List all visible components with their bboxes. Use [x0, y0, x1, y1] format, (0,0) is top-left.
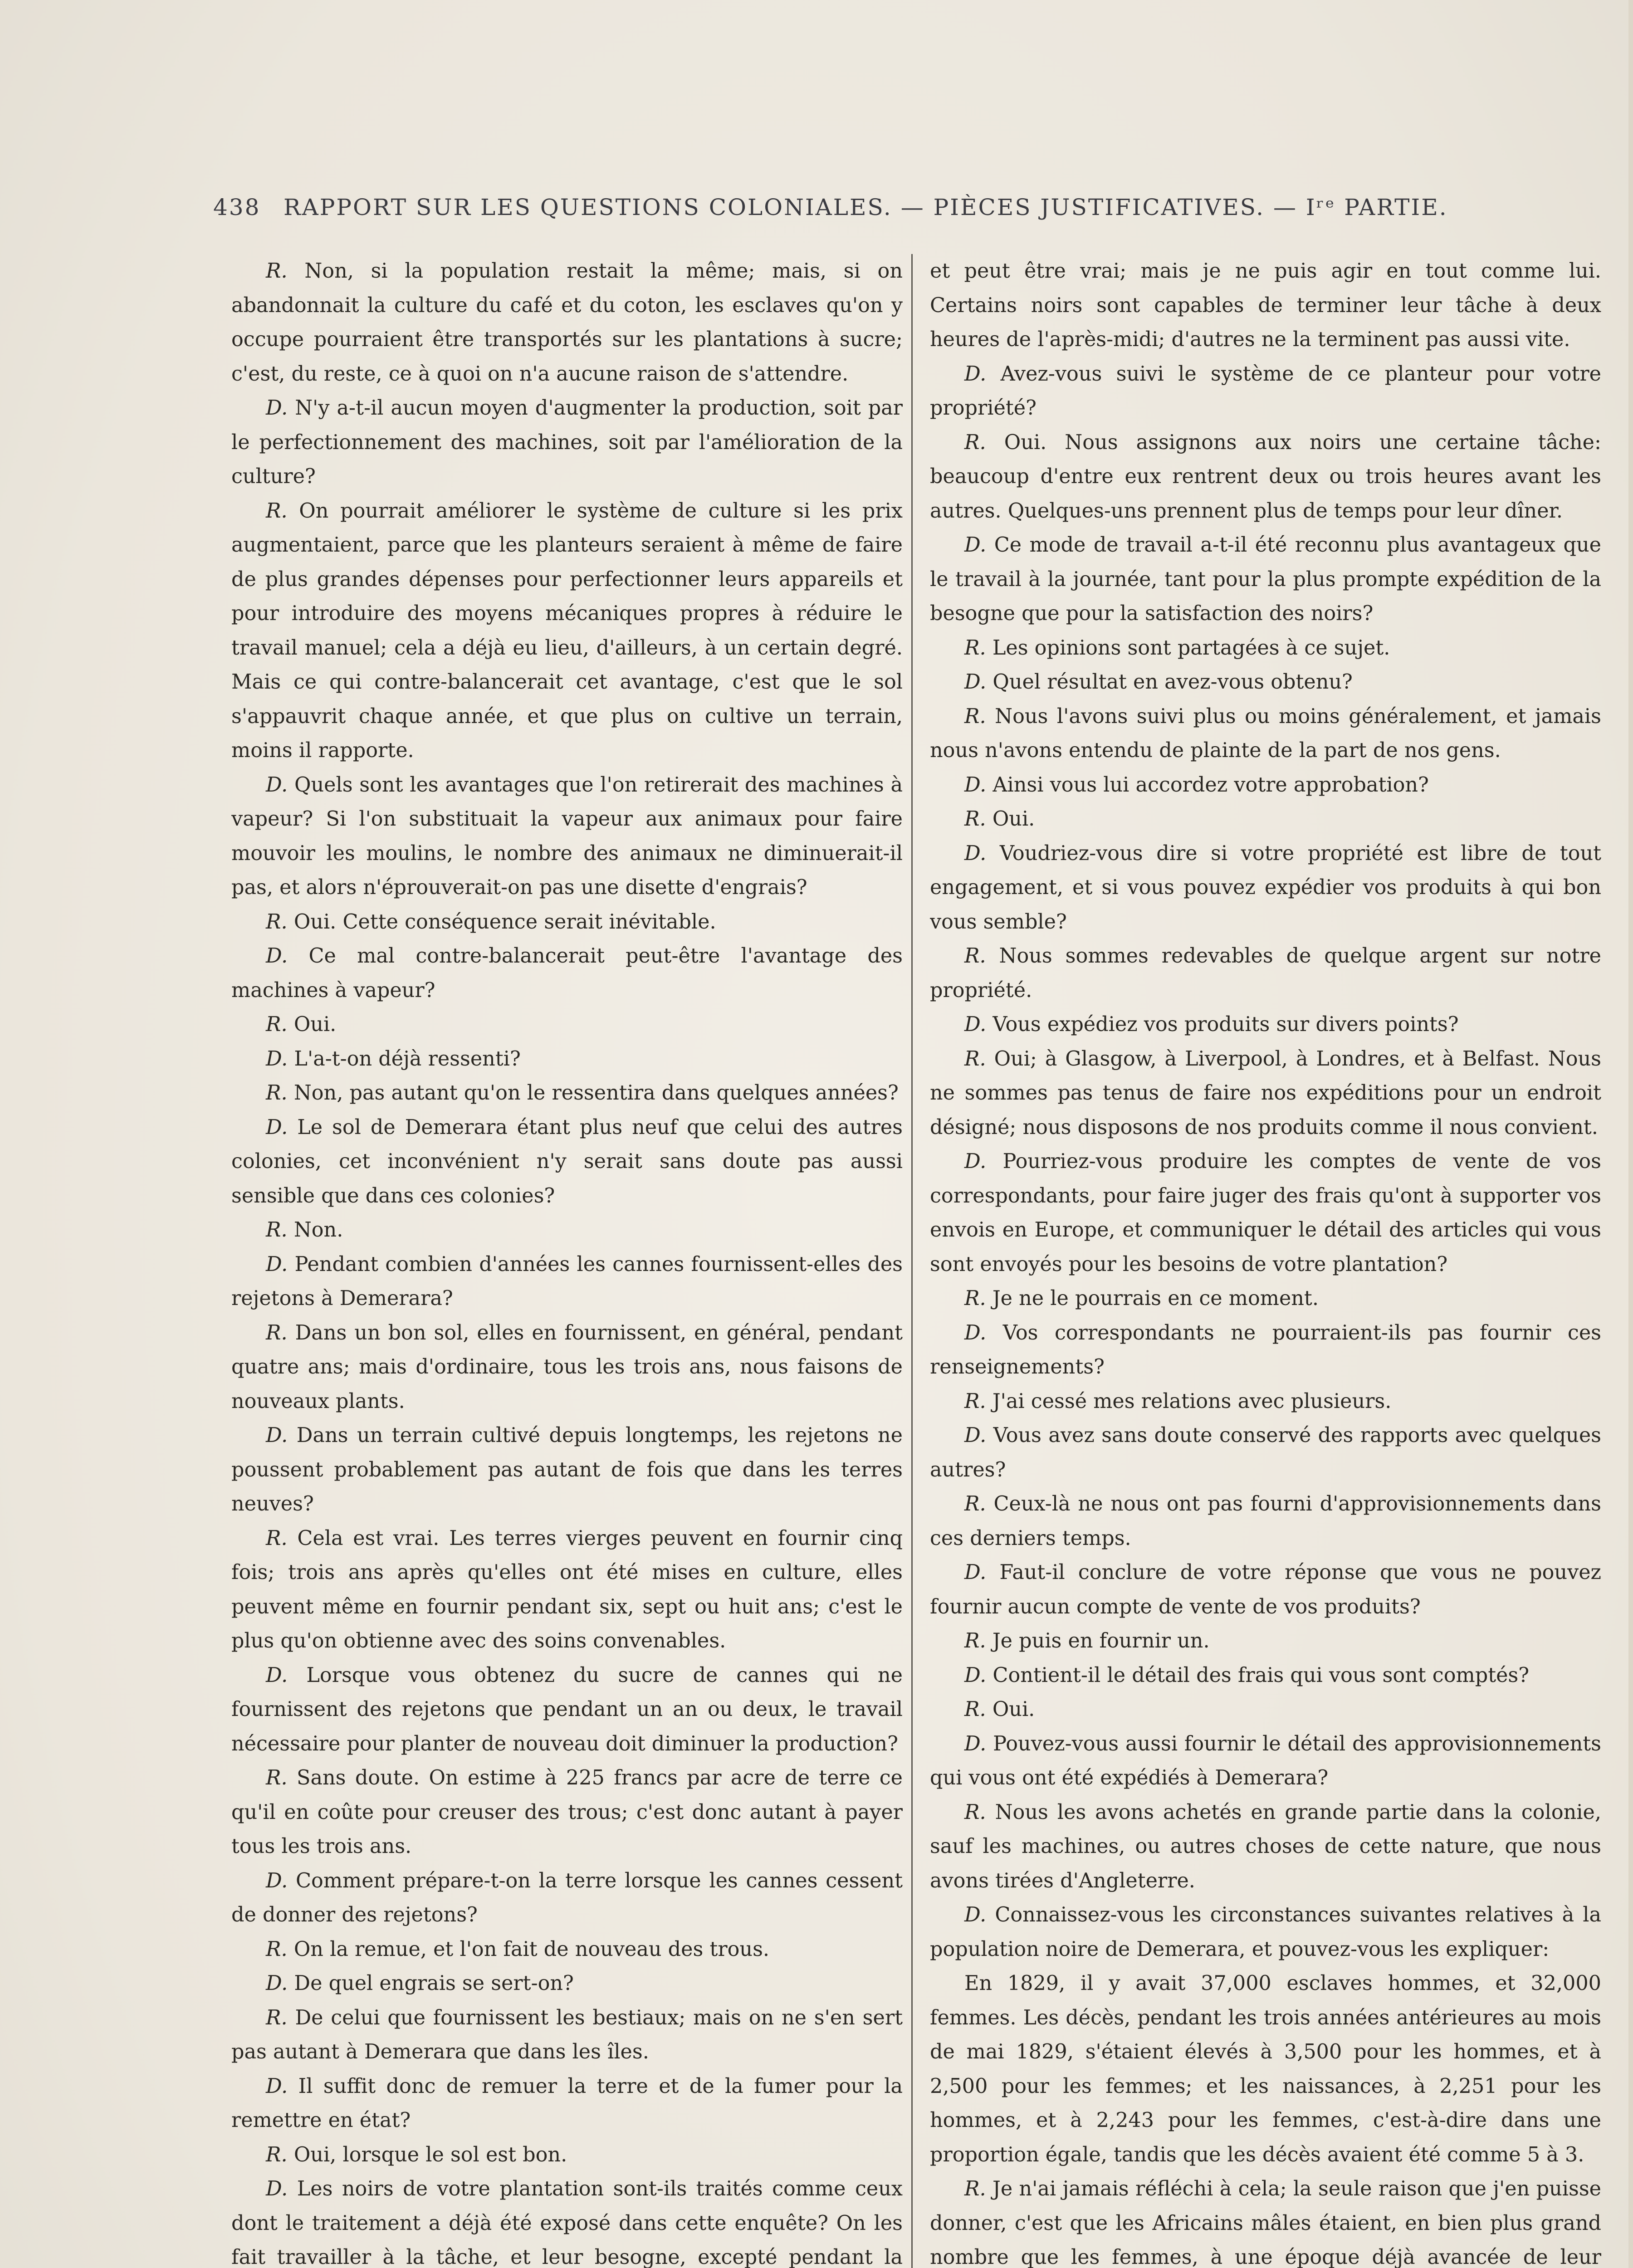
column-rule — [911, 254, 913, 2268]
speaker-label: R. — [964, 1492, 986, 1515]
paragraph-text: Pourriez-vous produire les comptes de vente de vos correspondants, pour faire juger des frais qu'ont à supporter vos envois en Europe, et communiquer le détail des articles qui vous sont envoyés pour les besoins de votre plantation? — [930, 1150, 1601, 1276]
paragraph-text: Je ne le pourrais en ce moment. — [992, 1287, 1319, 1310]
speaker-label: D. — [964, 362, 987, 386]
speaker-label: R. — [266, 499, 288, 523]
dialogue-paragraph — [231, 1418, 903, 1521]
dialogue-paragraph — [231, 1521, 903, 1658]
speaker-label: R. — [266, 1937, 288, 1961]
dialogue-paragraph — [930, 836, 1601, 939]
dialogue-paragraph — [231, 2138, 903, 2172]
dialogue-paragraph — [930, 425, 1601, 528]
speaker-label: D. — [266, 1663, 288, 1687]
speaker-label: D. — [266, 2177, 288, 2200]
speaker-label: D. — [964, 1732, 987, 1755]
speaker-label: R. — [266, 1081, 288, 1105]
speaker-label: D. — [964, 1561, 987, 1584]
speaker-label: D. — [266, 1972, 288, 1995]
paragraph-text: et peut être vrai; mais je ne puis agir en tout comme lui. Certains noirs sont capables de terminer leur tâche à deux heures de l'après-midi; d'autres ne la terminent pas aussi vite. — [930, 259, 1601, 351]
paragraph-text: On la remue, et l'on fait de nouveau des trous. — [293, 1937, 770, 1961]
dialogue-paragraph — [231, 1966, 903, 2001]
paragraph-text: Oui. Nous assignons aux noirs une certaine tâche: beaucoup d'entre eux rentrent deux ou trois heures avant les autres. Quelques-uns prennent plus de temps pour leur dîner. — [930, 430, 1601, 523]
running-title: RAPPORT SUR LES QUESTIONS COLONIALES. — PIÈCES JUSTIFICATIVES. — Iʳᵉ PARTIE. — [284, 194, 1448, 220]
speaker-label: R. — [266, 2143, 288, 2166]
dialogue-paragraph — [930, 1898, 1601, 1966]
dialogue-paragraph — [231, 1007, 903, 1042]
speaker-label: D. — [964, 1013, 987, 1036]
dialogue-paragraph — [930, 699, 1601, 768]
paragraph-text: Ceux-là ne nous ont pas fourni d'approvisionnements dans ces derniers temps. — [930, 1492, 1601, 1550]
paragraph-text: Vos correspondants ne pourraient-ils pas fournir ces renseignements? — [930, 1321, 1601, 1378]
dialogue-paragraph — [930, 939, 1601, 1007]
speaker-label: R. — [964, 807, 986, 831]
dialogue-paragraph — [930, 631, 1601, 665]
paragraph-text: Sans doute. On estime à 225 francs par acre de terre ce qu'il en coûte pour creuser des trous; c'est donc autant à payer tous les trois ans. — [231, 1766, 903, 1858]
speaker-label: D. — [964, 841, 987, 865]
dialogue-paragraph — [231, 1658, 903, 1761]
speaker-label: R. — [964, 1287, 986, 1310]
paragraph-text: Je puis en fournir un. — [992, 1629, 1210, 1652]
dialogue-paragraph — [930, 1384, 1601, 1419]
dialogue-paragraph — [231, 1864, 903, 1932]
speaker-label: D. — [964, 533, 987, 557]
speaker-label: R. — [266, 910, 288, 934]
dialogue-paragraph — [930, 768, 1601, 802]
paragraph-text: Comment prépare-t-on la terre lorsque les cannes cessent de donner des rejetons? — [231, 1869, 903, 1926]
dialogue-paragraph — [231, 2001, 903, 2069]
dialogue-paragraph — [930, 2172, 1601, 2268]
dialogue-paragraph — [231, 254, 903, 391]
dialogue-paragraph — [930, 1487, 1601, 1555]
dialogue-paragraph — [930, 1727, 1601, 1795]
speaker-label: R. — [266, 2006, 288, 2029]
paragraph-text: Contient-il le détail des frais qui vous sont comptés? — [993, 1663, 1530, 1687]
dialogue-paragraph — [231, 2172, 903, 2268]
speaker-label: D. — [964, 1321, 987, 1344]
speaker-label: R. — [266, 1013, 288, 1036]
dialogue-paragraph — [231, 1247, 903, 1316]
dialogue-paragraph — [930, 1624, 1601, 1658]
dialogue-paragraph — [930, 1795, 1601, 1898]
dialogue-paragraph — [231, 939, 903, 1007]
paragraph-text: N'y a-t-il aucun moyen d'augmenter la production, soit par le perfectionnement des machines, soit par l'amélioration de la culture? — [231, 396, 903, 488]
speaker-label: R. — [266, 1218, 288, 1242]
speaker-label: R. — [266, 1766, 288, 1789]
dialogue-paragraph — [231, 1110, 903, 1213]
dialogue-paragraph — [930, 802, 1601, 836]
paragraph-text: Voudriez-vous dire si votre propriété est libre de tout engagement, et si vous pouvez expédier vos produits à qui bon vous semble? — [930, 841, 1601, 934]
speaker-label: R. — [964, 944, 986, 968]
dialogue-paragraph — [231, 1932, 903, 1967]
dialogue-paragraph — [930, 357, 1601, 425]
speaker-label: D. — [266, 1115, 288, 1139]
dialogue-paragraph — [231, 1316, 903, 1419]
dialogue-paragraph — [930, 665, 1601, 699]
speaker-label: R. — [964, 430, 986, 454]
paragraph-text: Nous les avons achetés en grande partie dans la colonie, sauf les machines, ou autres choses de cette nature, que nous avons tirées d'Angleterre. — [930, 1800, 1601, 1892]
dialogue-paragraph — [231, 494, 903, 768]
dialogue-paragraph — [930, 1555, 1601, 1624]
dialogue-paragraph — [231, 2069, 903, 2138]
paragraph-text: Ainsi vous lui accordez votre approbation? — [993, 773, 1429, 797]
dialogue-paragraph — [930, 1418, 1601, 1487]
speaker-label: D. — [266, 1869, 288, 1892]
paragraph-text: Oui, lorsque le sol est bon. — [293, 2143, 567, 2166]
paragraph-text: Ce mode de travail a-t-il été reconnu plus avantageux que le travail à la journée, tant pour la plus prompte expédition de la besogne que pour la satisfaction des noirs? — [930, 533, 1601, 625]
dialogue-paragraph — [231, 905, 903, 939]
speaker-label: D. — [266, 944, 288, 968]
paragraph-text: Oui; à Glasgow, à Liverpool, à Londres, et à Belfast. Nous ne sommes pas tenus de faire nos expéditions pour un endroit désigné; nous disposons de nos produits comme il nous convient. — [930, 1047, 1601, 1139]
paragraph-text: Ce mal contre-balancerait peut-être l'avantage des machines à vapeur? — [231, 944, 903, 1002]
speaker-label: D. — [266, 1047, 288, 1070]
paragraph-text: De celui que fournissent les bestiaux; mais on ne s'en sert pas autant à Demerara que dans les îles. — [231, 2006, 903, 2063]
paragraph-text: De quel engrais se sert-on? — [294, 1972, 574, 1995]
paragraph-text: Oui. — [293, 1013, 337, 1036]
dialogue-paragraph — [930, 1658, 1601, 1693]
speaker-label: D. — [266, 2074, 288, 2098]
speaker-label: R. — [964, 636, 986, 660]
paragraph-text: Cela est vrai. Les terres vierges peuvent en fournir cinq fois; trois ans après qu'elles ont été mises en culture, elles peuvent même en fournir pendant six, sept ou huit ans; c'est le plus qu'on obtienne avec des soins convenables. — [231, 1526, 903, 1652]
speaker-label: D. — [964, 1424, 987, 1447]
paragraph-text: Avez-vous suivi le système de ce planteur pour votre propriété? — [930, 362, 1601, 420]
speaker-label: D. — [964, 1150, 987, 1173]
paragraph-text: L'a-t-on déjà ressenti? — [294, 1047, 521, 1070]
paragraph-text: Dans un terrain cultivé depuis longtemps, les rejetons ne poussent probablement pas autant de fois que dans les terres neuves? — [231, 1424, 903, 1515]
paragraph-text: J'ai cessé mes relations avec plusieurs. — [992, 1389, 1392, 1413]
paragraph-text: On pourrait améliorer le système de culture si les prix augmentaient, parce que les planteurs seraient à même de faire de plus grandes dépenses pour perfectionner leurs appareils et pour introduire des moyens mécaniques propres à réduire le travail manuel; cela a déjà eu lieu, d'ailleurs, à un certain degré. Mais ce qui contre-balancerait cet avantage, c'est que le sol s'appauvrit chaque année, et que plus on cultive un terrain, moins il rapporte. — [231, 499, 903, 762]
page-number: 438 — [213, 194, 261, 220]
speaker-label: D. — [266, 1424, 288, 1447]
paragraph-text: Quel résultat en avez-vous obtenu? — [993, 670, 1353, 694]
paragraph-text: En 1829, il y avait 37,000 esclaves hommes, et 32,000 femmes. Les décès, pendant les trois années antérieures au mois de mai 1829, s'étaient élevés à 3,500 pour les hommes, et à 2,500 pour les femmes; et les naissances, à 2,251 pour les hommes, et à 2,243 pour les femmes, c'est-à-dire dans une proportion égale, tandis que les décès avaient été comme 5 à 3. — [930, 1972, 1601, 2166]
page-edge — [1628, 0, 1633, 2268]
speaker-label: R. — [964, 2177, 986, 2200]
paragraph-text: Oui. — [992, 1698, 1035, 1721]
paragraph-text: Dans un bon sol, elles en fournissent, en général, pendant quatre ans; mais d'ordinaire, tous les trois ans, nous faisons de nouveaux plants. — [231, 1321, 903, 1413]
speaker-label: D. — [266, 773, 288, 797]
running-header — [213, 194, 1511, 230]
paragraph-text: Connaissez-vous les circonstances suivantes relatives à la population noire de Demerara, et pouvez-vous les expliquer: — [930, 1903, 1601, 1961]
paragraph-text: Vous expédiez vos produits sur divers points? — [993, 1013, 1459, 1036]
dialogue-paragraph — [231, 1076, 903, 1110]
paragraph-text: Pendant combien d'années les cannes fournissent-elles des rejetons à Demerara? — [231, 1252, 903, 1310]
paragraph-text: Non. — [293, 1218, 343, 1242]
dialogue-paragraph — [231, 391, 903, 494]
speaker-label: R. — [266, 1526, 288, 1550]
paragraph-text: Non, si la population restait la même; mais, si on abandonnait la culture du café et du coton, les esclaves qu'on y occupe pourraient être transportés sur les plantations à sucre; c'est, du reste, ce à quoi on n'a aucune raison de s'attendre. — [231, 259, 903, 386]
speaker-label: D. — [964, 1903, 987, 1926]
paragraph-text: Faut-il conclure de votre réponse que vous ne pouvez fournir aucun compte de vente de vos produits? — [930, 1561, 1601, 1618]
paragraph-text: Nous l'avons suivi plus ou moins généralement, et jamais nous n'avons entendu de plainte de la part de nos gens. — [930, 704, 1601, 762]
paragraph-text: Les noirs de votre plantation sont-ils traités comme ceux dont le traitement a déjà été exposé dans cette enquête? On les fait travailler à la tâche, et leur besogne, excepté pendant la — [231, 2177, 903, 2268]
speaker-label: R. — [266, 259, 288, 283]
paragraph-text: Nous sommes redevables de quelque argent sur notre propriété. — [930, 944, 1601, 1002]
speaker-label: D. — [266, 1252, 288, 1276]
paragraph-text: Non, pas autant qu'on le ressentira dans quelques années? — [293, 1081, 899, 1105]
paragraph-text: Oui. — [992, 807, 1035, 831]
dialogue-paragraph — [930, 1007, 1601, 1042]
speaker-label: D. — [266, 396, 288, 420]
speaker-label: D. — [964, 773, 987, 797]
speaker-label: R. — [964, 1800, 986, 1824]
paragraph-text: Il suffit donc de remuer la terre et de la fumer pour la remettre en état? — [231, 2074, 903, 2132]
speaker-label: R. — [964, 1047, 986, 1070]
paragraph-text: Vous avez sans doute conservé des rapports avec quelques autres? — [930, 1424, 1601, 1481]
dialogue-paragraph — [231, 1761, 903, 1864]
speaker-label: R. — [964, 1389, 986, 1413]
speaker-label: D. — [964, 1663, 987, 1687]
paragraph-text: Je n'ai jamais réfléchi à cela; la seule raison que j'en puisse donner, c'est que les Africains mâles étaient, en bien plus grand nombre que les femmes, à une époque déjà avancée de leur — [930, 2177, 1601, 2268]
dialogue-paragraph — [930, 1692, 1601, 1727]
speaker-label: R. — [964, 704, 986, 728]
paragraph-text: Lorsque vous obtenez du sucre de cannes qui ne fournissent des rejetons que pendant un an ou deux, le travail nécessaire pour planter de nouveau doit diminuer la production? — [231, 1663, 903, 1755]
dialogue-paragraph — [231, 1042, 903, 1076]
speaker-label: R. — [964, 1629, 986, 1652]
dialogue-paragraph — [930, 254, 1601, 357]
dialogue-paragraph — [930, 1144, 1601, 1281]
dialogue-paragraph — [930, 528, 1601, 631]
paragraph-text: Pouvez-vous aussi fournir le détail des approvisionnements qui vous ont été expédiés à Demerara? — [930, 1732, 1601, 1789]
left-column — [231, 254, 903, 2268]
dialogue-paragraph — [930, 1966, 1601, 2172]
paragraph-text: Quels sont les avantages que l'on retirerait des machines à vapeur? Si l'on substituait la vapeur aux animaux pour faire mouvoir les moulins, le nombre des animaux ne diminuerait-il pas, et alors n'éprouverait-on pas une disette d'engrais? — [231, 773, 903, 899]
dialogue-paragraph — [930, 1281, 1601, 1316]
dialogue-paragraph — [930, 1316, 1601, 1384]
right-column — [930, 254, 1601, 2268]
paragraph-text: Les opinions sont partagées à ce sujet. — [992, 636, 1390, 660]
paragraph-text: Oui. Cette conséquence serait inévitable. — [293, 910, 716, 934]
paragraph-text: Le sol de Demerara étant plus neuf que celui des autres colonies, cet inconvénient n'y serait sans doute pas aussi sensible que dans ces colonies? — [231, 1115, 903, 1207]
dialogue-paragraph — [231, 768, 903, 905]
speaker-label: R. — [964, 1698, 986, 1721]
dialogue-paragraph — [231, 1213, 903, 1247]
dialogue-paragraph — [930, 1042, 1601, 1145]
speaker-label: D. — [964, 670, 987, 694]
speaker-label: R. — [266, 1321, 288, 1344]
